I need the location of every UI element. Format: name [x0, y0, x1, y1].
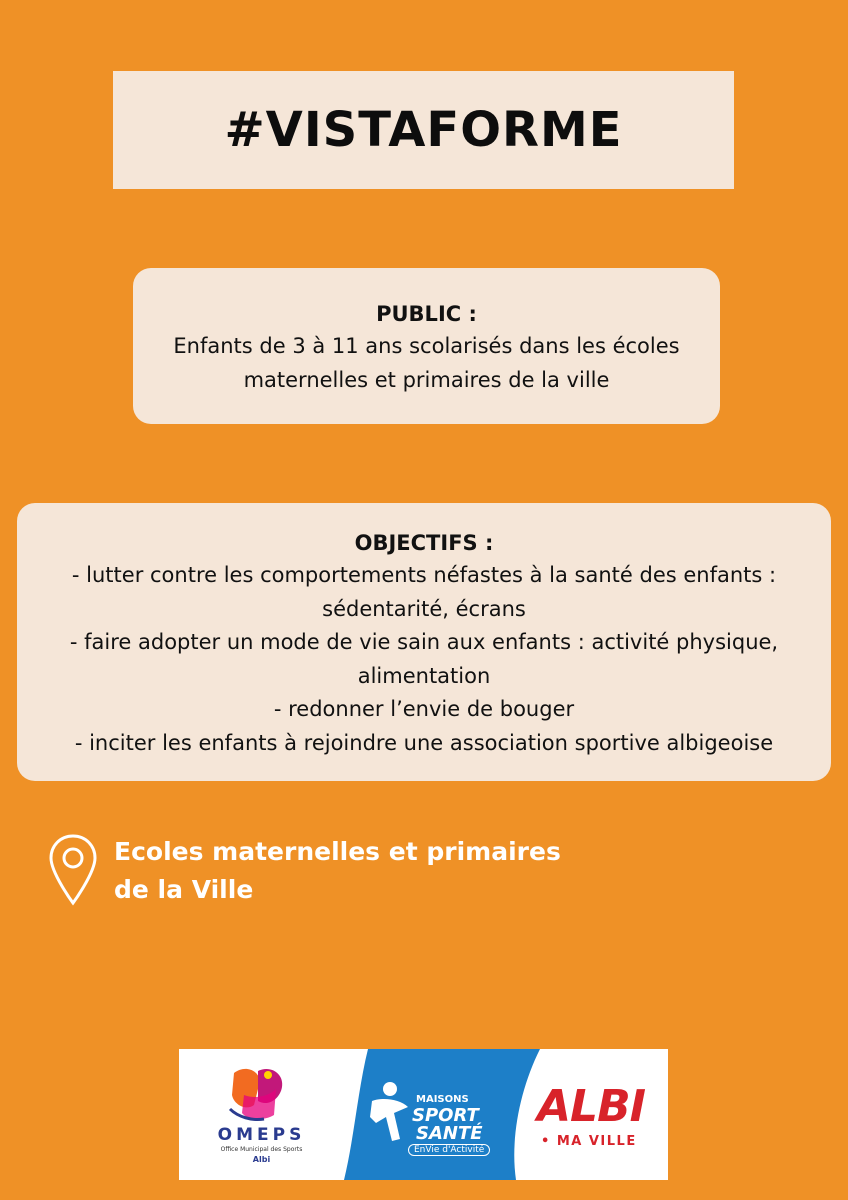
location-pin-icon: [48, 833, 98, 907]
location-block: [48, 833, 608, 913]
objectif-line: - redonner l’envie de bouger: [273, 697, 575, 721]
public-heading: PUBLIC :: [376, 302, 477, 326]
public-line: Enfants de 3 à 11 ans scolarisés dans les écoles: [173, 334, 680, 358]
mss-tagline: EnVie d'Activité: [408, 1144, 490, 1156]
title-banner: [113, 71, 734, 189]
public-card: [133, 268, 720, 424]
partner-logos: [179, 1049, 668, 1180]
mss-line2: SPORT: [412, 1105, 479, 1126]
omeps-figure-icon: [224, 1065, 290, 1125]
location-text: [114, 833, 561, 909]
albi-subtitle: • MA VILLE: [541, 1134, 637, 1149]
objectif-line: - lutter contre les comportements néfastes à la santé des enfants :: [71, 563, 777, 587]
objectif-line: alimentation: [357, 663, 491, 688]
omeps-name: OMEPS: [217, 1125, 306, 1145]
omeps-subtitle: Office Municipal des Sports: [220, 1146, 303, 1153]
public-line: maternelles et primaires de la ville: [243, 367, 610, 392]
mss-line1: MAISONS: [416, 1094, 469, 1105]
objectifs-heading: OBJECTIFS :: [354, 531, 494, 555]
omeps-city: Albi: [252, 1155, 271, 1164]
mss-line3: SANTÉ: [416, 1123, 483, 1144]
albi-wordmark: ALBI: [537, 1081, 645, 1132]
objectifs-card: [17, 503, 831, 781]
objectif-line: sédentarité, écrans: [322, 596, 526, 621]
location-line: Ecoles maternelles et primaires: [114, 837, 561, 866]
athlete-figure-icon: [364, 1079, 414, 1149]
albi-logo: [529, 1049, 668, 1180]
omeps-logo: [179, 1049, 344, 1180]
objectif-line: - inciter les enfants à rejoindre une association sportive albigeoise: [74, 730, 774, 755]
page-title: #VISTAFORME: [224, 102, 623, 158]
objectif-line: - faire adopter un mode de vie sain aux enfants : activité physique,: [69, 630, 779, 654]
location-line: de la Ville: [114, 875, 254, 904]
